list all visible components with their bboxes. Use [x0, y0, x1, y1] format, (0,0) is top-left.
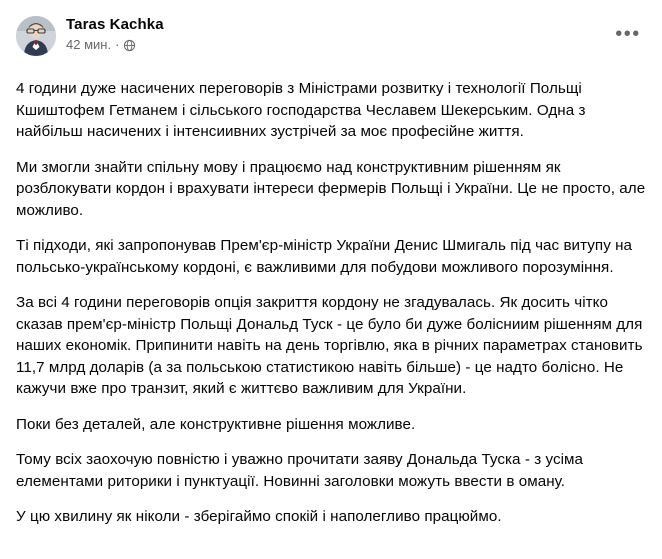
post-meta [66, 37, 164, 53]
post-header-text [66, 14, 164, 53]
author-name[interactable]: Taras Kachka [66, 16, 164, 33]
avatar[interactable] [16, 16, 56, 56]
post-paragraph: Поки без деталей, але конструктивне рішення можливе. [16, 415, 416, 433]
post-options-menu-icon[interactable]: ••• [615, 23, 641, 45]
post-timestamp[interactable]: 42 мин. [66, 37, 112, 52]
post-paragraph: За всі 4 години переговорів опція закриття кордону не згадувалась. Як досить чітко сказав прем'єр-міністр Польщі Дональд Туск - це було би дуже болісниим рішенням для наших економік. Припинити навіть на день торгівлю, яка в річних параметрах становить 11,7 млрд доларів (а за польською статистикою навіть більше) - це надто болісно. Не кажучи вже про транзит, який є життєво важливим для України. [16, 294, 643, 397]
post-header [16, 14, 646, 70]
post-paragraph: Тому всіх заохочую повністю і уважно прочитати заяву Дональда Туска - з усіма елементами риторики і пунктуації. Новинні заголовки можуть ввести в оману. [16, 451, 584, 490]
post-paragraph: Ті підходи, які запропонував Прем'єр-міністр України Денис Шмигаль під час витупу на польсько-українському кордоні, є важливими для побудови можливого порозуміння. [16, 237, 633, 276]
post-paragraph: 4 години дуже насичених переговорів з Міністрами розвитку і технології Польщі Кшиштофем Гетманем і сільського господарства Чеславем Шекерським. Одна з найбільш насичених і інтенсиивних зустрічей за моє професійне життя. [16, 80, 586, 140]
meta-separator: · [115, 37, 120, 52]
post-paragraph: У цю хвилину як ніколи - зберігаймо спокій і наполегливо працюймо. [16, 508, 502, 525]
globe-icon[interactable] [123, 39, 136, 52]
post-text [16, 78, 646, 528]
post-paragraph: Ми змогли знайти спільну мову і працюємо над конструктивним рішенням як розблокувати кордон і врахувати інтереси фермерів Польщі і України. Це не просто, але можливо. [16, 158, 646, 219]
